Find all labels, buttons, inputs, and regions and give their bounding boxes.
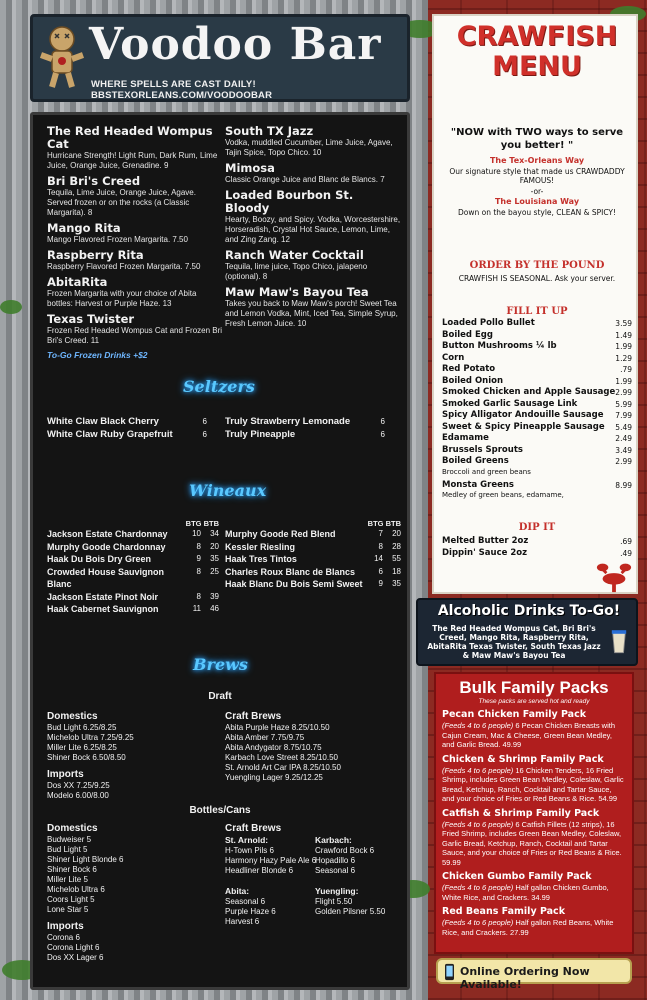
fill-item bbox=[442, 410, 632, 422]
pack-text: Half gallon Red Beans, White Rice, and Crackers. 27.99 bbox=[442, 918, 614, 937]
voodoo-bar-header bbox=[30, 14, 410, 102]
pack-text: Half gallon Chicken Gumbo, White Rice, and Crackers. 34.99 bbox=[442, 883, 609, 902]
wine-name: Murphy Goode Chardonnay bbox=[47, 541, 166, 552]
wine-btg: 8 bbox=[378, 541, 383, 551]
cocktail-name: Loaded Bourbon St. Bloody bbox=[225, 188, 354, 215]
pack-desc bbox=[442, 918, 626, 937]
fill-item bbox=[442, 433, 632, 445]
bottles-craft-left bbox=[225, 823, 325, 927]
bottles-craft-right bbox=[315, 835, 403, 917]
seltzer-price: 6 bbox=[380, 430, 385, 439]
cocktail-desc: Frozen Red Headed Wompus Cat and Frozen Bri Bri's Creed. 11 bbox=[47, 326, 223, 345]
bulk-note: These packs are served hot and ready bbox=[478, 698, 590, 705]
cocktail-name: Ranch Water Cocktail bbox=[225, 248, 364, 262]
beer-item: Golden Pilsner 5.50 bbox=[315, 907, 386, 916]
monsta-greens-sub: Medley of green beans, edamame, bbox=[442, 491, 564, 499]
wine-btg: 7 bbox=[378, 529, 383, 538]
seltzer-item bbox=[47, 428, 207, 441]
seltzer-name: Truly Strawberry Lemonade bbox=[225, 416, 351, 427]
cocktail-name: The Red Headed Wompus Cat bbox=[47, 124, 213, 151]
wines-right bbox=[225, 519, 401, 591]
fill-item bbox=[442, 422, 632, 434]
wine-btb: 35 bbox=[210, 554, 219, 563]
wine-btb: 35 bbox=[392, 579, 401, 588]
beer-item: Abita Andygator 8.75/10.75 bbox=[225, 743, 322, 752]
fill-item-price: 2.49 bbox=[615, 434, 632, 443]
seltzer-item bbox=[47, 415, 207, 428]
wine-btg: 8 bbox=[196, 541, 201, 551]
dip-item bbox=[442, 536, 632, 548]
family-pack bbox=[436, 808, 632, 868]
crawfish-title bbox=[442, 22, 632, 82]
order-by-pound-heading: ORDER BY THE POUND bbox=[469, 260, 605, 271]
fill-item-price: 7.99 bbox=[615, 411, 632, 420]
tagline: WHERE SPELLS ARE CAST DAILY! BBSTEXORLEANS.COM/VOODOOBAR bbox=[91, 79, 273, 101]
pack-feeds: (Feeds 4 to 6 people) bbox=[442, 819, 514, 829]
dip-it-heading: DIP IT bbox=[518, 522, 556, 533]
seltzers-right bbox=[225, 415, 385, 441]
cocktail-desc: Tequila, lime juice, Topo Chico, jalapeno (optional). 8 bbox=[225, 262, 368, 281]
pack-desc bbox=[442, 766, 626, 804]
boiled-greens-sub: Broccoli and green beans bbox=[442, 467, 531, 476]
beer-item: Hopadillo 6 bbox=[315, 856, 356, 865]
fill-item-price: 1.99 bbox=[615, 376, 632, 386]
cocktail-item bbox=[225, 189, 401, 245]
wine-name: Murphy Goode Red Blend bbox=[225, 529, 336, 539]
wine-name: Jackson Estate Pinot Noir bbox=[47, 591, 159, 602]
beer-item: Yuengling Lager 9.25/12.25 bbox=[225, 773, 323, 782]
fill-item-price: .79 bbox=[620, 365, 632, 374]
beer-item: Harvest 6 bbox=[225, 917, 260, 926]
voodoo-bar-logo: Voodoo Bar bbox=[89, 19, 382, 70]
beer-item: Bud Light 6.25/8.25 bbox=[47, 723, 117, 732]
draft-imports-heading: Imports bbox=[47, 769, 84, 780]
seltzer-name: Truly Pineapple bbox=[225, 429, 296, 440]
fill-item-price: 5.49 bbox=[615, 422, 632, 432]
wine-name: Haak Tres Tintos bbox=[225, 554, 297, 564]
fill-item-name: Edamame bbox=[442, 433, 489, 443]
wine-btg: 8 bbox=[196, 566, 201, 576]
fill-item-price: 3.59 bbox=[615, 319, 632, 328]
beer-item: Dos XX 7.25/9.25 bbox=[47, 781, 110, 790]
fill-item-name: Smoked Chicken and Apple Sausage bbox=[442, 387, 616, 397]
cocktail-name: Mimosa bbox=[225, 161, 275, 175]
fill-item-price: 1.29 bbox=[615, 353, 632, 363]
wine-name: Haak Du Bois Dry Green bbox=[47, 554, 152, 564]
beer-item: Harmony Hazy Pale Ale 6 bbox=[225, 856, 317, 865]
draft-right bbox=[225, 711, 401, 783]
beer-item: Shiner Bock 6 bbox=[47, 865, 97, 874]
beer-item: Michelob Ultra 6 bbox=[47, 885, 105, 894]
cocktail-desc: Hearty, Boozy, and Spicy. Vodka, Worcestershire, Horseradish, Crystal Hot Sauce, Lemon, Lime, and Zing Zang. 12 bbox=[225, 215, 401, 244]
wine-name: Charles Roux Blanc de Blancs bbox=[225, 566, 356, 577]
fill-item bbox=[442, 480, 632, 492]
voodoo-doll-icon bbox=[39, 25, 85, 91]
drink-cup-icon bbox=[610, 626, 628, 656]
seltzer-price: 6 bbox=[380, 417, 385, 426]
seltzer-item bbox=[225, 415, 385, 428]
dip-item-name: Melted Butter 2oz bbox=[442, 536, 529, 546]
bottle-imports-heading: Imports bbox=[47, 921, 84, 932]
pack-name: Pecan Chicken Family Pack bbox=[442, 709, 587, 720]
wine-item bbox=[225, 566, 401, 579]
draft-heading: Draft bbox=[208, 691, 232, 702]
beer-item: Abita Amber 7.75/9.75 bbox=[225, 733, 305, 742]
cocktail-item bbox=[225, 162, 401, 185]
beer-item: Headliner Blonde 6 bbox=[225, 866, 294, 875]
crawfish-icon bbox=[592, 556, 636, 594]
cocktail-item bbox=[47, 313, 223, 346]
bottle-domestics-heading: Domestics bbox=[47, 823, 98, 834]
cocktail-name: AbitaRita bbox=[47, 275, 108, 289]
way2-title: The Louisiana Way bbox=[494, 197, 580, 206]
crawfish-intro: "NOW with TWO ways to serve you better! " bbox=[450, 127, 624, 151]
fill-item-name: Loaded Pollo Bullet bbox=[442, 318, 535, 328]
wine-btb: 39 bbox=[210, 591, 219, 601]
fill-item-name: Brussels Sprouts bbox=[442, 444, 523, 455]
wine-name: Crowded House Sauvignon Blanc bbox=[47, 566, 165, 589]
cocktail-desc: Classic Orange Juice and Blanc de Blancs. 7 bbox=[225, 175, 385, 184]
wine-name: Haak Cabernet Sauvignon bbox=[47, 604, 159, 614]
drinks-chalkboard bbox=[30, 112, 410, 990]
dip-item-name: Dippin' Sauce 2oz bbox=[442, 547, 528, 558]
fill-item-name: Smoked Garlic Sausage Link bbox=[442, 398, 578, 409]
pack-desc bbox=[442, 883, 626, 902]
pack-desc bbox=[442, 721, 626, 750]
seltzer-price: 6 bbox=[202, 417, 207, 426]
cocktail-item bbox=[47, 222, 223, 245]
online-ordering-banner[interactable] bbox=[436, 958, 632, 991]
beer-item: Miller Lite 6.25/8.25 bbox=[47, 743, 117, 752]
bulk-family-packs bbox=[434, 672, 634, 954]
bottle-craft-heading: Craft Brews bbox=[225, 823, 282, 834]
fill-item bbox=[442, 399, 632, 411]
fill-item-name: Sweet & Spicy Pineapple Sausage bbox=[442, 421, 605, 432]
beer-item: St. Arnold Art Car IPA 8.25/10.50 bbox=[225, 763, 341, 772]
st-arnold-heading: St. Arnold: bbox=[225, 835, 269, 845]
beer-item: H-Town Pils 6 bbox=[225, 846, 274, 855]
fill-item bbox=[442, 364, 632, 376]
pack-name: Chicken & Shrimp Family Pack bbox=[442, 753, 604, 765]
wine-item bbox=[225, 578, 401, 591]
fill-item-name: Boiled Onion bbox=[442, 375, 504, 386]
fill-items-list bbox=[442, 318, 632, 500]
brews-heading: Brews bbox=[193, 655, 248, 674]
family-pack bbox=[436, 709, 632, 750]
wine-name: Haak Blanc Du Bois Semi Sweet bbox=[225, 579, 363, 589]
wine-item bbox=[225, 553, 401, 566]
wine-item bbox=[47, 603, 219, 616]
pack-feeds: (Feeds 4 to 6 people) bbox=[442, 765, 514, 775]
fill-item-name: Boiled Greens bbox=[442, 456, 509, 466]
draft-craft-heading: Craft Brews bbox=[225, 711, 282, 722]
fill-item-price: 1.99 bbox=[615, 342, 632, 351]
beer-item: Budweiser 5 bbox=[47, 835, 92, 844]
cocktail-desc: Raspberry Flavored Frozen Margarita. 7.50 bbox=[47, 262, 201, 271]
wine-btg: 6 bbox=[378, 566, 383, 576]
cocktail-item bbox=[225, 125, 401, 158]
pack-name: Catfish & Shrimp Family Pack bbox=[442, 807, 600, 819]
way1-title: The Tex-Orleans Way bbox=[489, 156, 585, 165]
beer-item: Bud Light 5 bbox=[47, 845, 88, 854]
cocktail-item bbox=[47, 249, 223, 272]
cocktail-item bbox=[225, 249, 401, 282]
beer-item: Michelob Ultra 7.25/9.25 bbox=[47, 733, 134, 742]
wine-btb: 55 bbox=[392, 554, 401, 563]
pack-name: Chicken Gumbo Family Pack bbox=[442, 871, 592, 882]
wine-btg: 11 bbox=[192, 604, 201, 613]
wine-btb: 46 bbox=[210, 604, 219, 613]
fill-item bbox=[442, 445, 632, 457]
cocktail-desc: Hurricane Strength! Light Rum, Dark Rum, Lime Juice, Orange Juice, Grenadine. 9 bbox=[47, 151, 218, 170]
beer-item: Shiner Light Blonde 6 bbox=[47, 855, 124, 864]
pack-feeds: (Feeds 4 to 6 people) bbox=[442, 883, 514, 892]
draft-domestics-heading: Domestics bbox=[47, 711, 98, 722]
draft-left bbox=[47, 711, 217, 801]
wine-btg: 8 bbox=[196, 591, 201, 601]
seltzer-item bbox=[225, 428, 385, 441]
or-separator: -or- bbox=[530, 187, 544, 196]
family-pack bbox=[436, 871, 632, 902]
online-ordering-text: Online Ordering Now Available! bbox=[460, 965, 590, 991]
beer-item: Flight 5.50 bbox=[315, 897, 353, 906]
cocktail-desc: Tequila, Lime Juice, Orange Juice, Agave. Served frozen or on the rocks (a Classic Margarita). 8 bbox=[47, 188, 196, 217]
alcoholic-drinks-togo bbox=[416, 598, 638, 666]
beer-item: Purple Haze 6 bbox=[225, 907, 276, 916]
fill-it-up-heading: FILL IT UP bbox=[506, 306, 568, 317]
beer-item: Shiner Bock 6.50/8.50 bbox=[47, 753, 126, 762]
wine-btb: 20 bbox=[210, 541, 219, 551]
wine-price-header: BTG BTB bbox=[185, 519, 219, 528]
wines-left bbox=[47, 519, 219, 616]
fill-item-name: Spicy Alligator Andouille Sausage bbox=[442, 410, 604, 420]
cocktail-item bbox=[225, 286, 401, 329]
vine-leaf bbox=[0, 300, 22, 314]
wineaux-heading: Wineaux bbox=[189, 481, 267, 500]
cocktails-right-column bbox=[225, 125, 401, 333]
way1-desc: Our signature style that made us CRAWDADDY FAMOUS! bbox=[449, 167, 625, 185]
crawfish-menu bbox=[432, 14, 638, 594]
bottles-cans-heading: Bottles/Cans bbox=[189, 805, 251, 816]
cocktail-name: Texas Twister bbox=[47, 312, 135, 326]
fill-item bbox=[442, 376, 632, 388]
beer-item: Modelo 6.00/8.00 bbox=[47, 791, 109, 800]
wine-btg: 9 bbox=[378, 579, 383, 588]
fill-item bbox=[442, 341, 632, 353]
way2-desc: Down on the bayou style, CLEAN & SPICY! bbox=[457, 208, 617, 217]
togo-drink-list: The Red Headed Wompus Cat, Bri Bri's Creed, Mango Rita, Raspberry Rita, AbitaRita Texas Twister, South Texas Jazz & Maw Maw's Bayou Tea bbox=[427, 624, 601, 660]
cocktail-name: Raspberry Rita bbox=[47, 248, 144, 262]
family-pack bbox=[436, 906, 632, 937]
fill-item-name: Button Mushrooms ¼ lb bbox=[442, 341, 557, 351]
dip-item-price: .49 bbox=[620, 548, 632, 558]
cocktail-name: Maw Maw's Bayou Tea bbox=[225, 285, 369, 299]
phone-icon bbox=[444, 963, 455, 981]
pack-text: 16 Chicken Tenders, 16 Fried Shrimp, includes Green Bean Medley, Coleslaw, Garlic Bread, Ketchup, Ranch, Cocktail and Tartar Sauce, and your choice of Fries or Red Beans & Rice. 54.99 bbox=[442, 765, 624, 803]
beer-item: Abita Purple Haze 8.25/10.50 bbox=[225, 723, 330, 732]
wine-item bbox=[225, 528, 401, 541]
wine-name: Kessler Riesling bbox=[225, 541, 296, 552]
cocktail-desc: Takes you back to Maw Maw's porch! Sweet Tea and Lemon Vodka, Mint, Iced Tea, Simple Syrup, Fresh Lemon Juice. 10 bbox=[225, 299, 398, 328]
fill-item bbox=[442, 456, 632, 468]
wine-price-header: BTG BTB bbox=[367, 519, 401, 528]
fill-item-name: Boiled Egg bbox=[442, 329, 493, 340]
fill-item-price: 3.49 bbox=[615, 445, 632, 455]
wine-btb: 25 bbox=[210, 566, 219, 576]
beer-item: Crawford Bock 6 bbox=[315, 846, 375, 855]
wine-btg: 14 bbox=[374, 554, 383, 563]
wine-name: Jackson Estate Chardonnay bbox=[47, 529, 168, 539]
dip-item-price: .69 bbox=[620, 537, 632, 546]
cocktail-name: South TX Jazz bbox=[225, 124, 314, 138]
beer-item: Corona 6 bbox=[47, 933, 80, 942]
cocktail-name: Bri Bri's Creed bbox=[47, 174, 141, 188]
wine-item bbox=[47, 528, 219, 541]
beer-item: Lone Star 5 bbox=[47, 905, 89, 914]
cocktail-desc: Mango Flavored Frozen Margarita. 7.50 bbox=[47, 235, 188, 244]
seltzer-name: White Claw Ruby Grapefruit bbox=[47, 429, 173, 440]
wine-item bbox=[47, 553, 219, 566]
fill-item bbox=[442, 353, 632, 365]
pack-name: Red Beans Family Pack bbox=[442, 906, 566, 917]
beer-item: Seasonal 6 bbox=[225, 897, 266, 906]
fill-item bbox=[442, 318, 632, 330]
pack-feeds: (Feeds 4 to 6 people) bbox=[442, 721, 514, 730]
cocktail-item bbox=[47, 175, 223, 218]
wine-item bbox=[47, 566, 219, 591]
wine-btb: 28 bbox=[392, 541, 401, 551]
karbach-heading: Karbach: bbox=[315, 835, 352, 845]
cocktail-name: Mango Rita bbox=[47, 221, 121, 235]
fill-item-price: 2.99 bbox=[615, 457, 632, 466]
togo-title: Alcoholic Drinks To-Go! bbox=[437, 603, 621, 619]
fill-item-name: Red Potato bbox=[442, 364, 496, 374]
crawfish-title-line2: MENU bbox=[492, 51, 582, 82]
fill-item-name: Corn bbox=[442, 352, 465, 363]
togo-frozen-note: To-Go Frozen Drinks +$2 bbox=[47, 350, 148, 360]
seltzers-heading: Seltzers bbox=[183, 377, 255, 396]
beer-item: Seasonal 6 bbox=[315, 866, 356, 875]
wine-btb: 20 bbox=[392, 529, 401, 538]
wine-btg: 9 bbox=[196, 554, 201, 563]
beer-item: Dos XX Lager 6 bbox=[47, 953, 104, 962]
yuengling-heading: Yuengling: bbox=[315, 886, 359, 896]
bottles-left bbox=[47, 823, 217, 963]
beer-item: Coors Light 5 bbox=[47, 895, 95, 904]
pack-desc bbox=[442, 820, 626, 868]
wine-item bbox=[47, 541, 219, 554]
wine-item bbox=[225, 541, 401, 554]
pack-text: 6 Pecan Chicken Breasts with Cajun Cream, Mac & Cheese, Green Bean Medley, and Garlic Bread. 49.99 bbox=[442, 721, 616, 749]
wine-btb: 34 bbox=[210, 529, 219, 538]
wine-btg: 10 bbox=[192, 529, 201, 538]
beer-item: Corona Light 6 bbox=[47, 943, 100, 952]
fill-item bbox=[442, 330, 632, 342]
fill-item-price: 2.99 bbox=[615, 388, 632, 397]
seltzer-name: White Claw Black Cherry bbox=[47, 416, 159, 427]
cocktail-item bbox=[47, 125, 223, 171]
fill-item-price: 8.99 bbox=[615, 480, 632, 490]
fill-item-price: 5.99 bbox=[615, 399, 632, 409]
cocktails-left-column bbox=[47, 125, 223, 360]
pack-feeds: (Feeds 4 to 6 people) bbox=[442, 918, 514, 927]
wine-item bbox=[47, 591, 219, 604]
seasonal-note: CRAWFISH IS SEASONAL. Ask your server. bbox=[458, 274, 616, 283]
seltzer-price: 6 bbox=[202, 430, 207, 439]
wine-btb: 18 bbox=[392, 566, 401, 576]
beer-item: Miller Lite 5 bbox=[47, 875, 88, 884]
cocktail-desc: Frozen Margarita with your choice of Abita bottles: Harvest or Purple Haze. 13 bbox=[47, 289, 197, 308]
fill-item-price: 1.49 bbox=[615, 330, 632, 340]
fill-item-name: Monsta Greens bbox=[442, 479, 514, 490]
family-pack bbox=[436, 754, 632, 804]
pack-text: 6 Catfish Fillets (12 strips), 16 Fried Shrimp, includes Green Bean Medley, Coleslaw, Garlic Bread, Ketchup, Ranch, Cocktail and Tartar Sauce, and your choice of Fries or Red Beans & Rice. 59.99 bbox=[442, 819, 622, 867]
crawfish-title-line1: CRAWFISH bbox=[456, 21, 618, 52]
cocktail-item bbox=[47, 276, 223, 309]
beer-item: Karbach Love Street 8.25/10.50 bbox=[225, 753, 338, 762]
cocktail-desc: Vodka, muddled Cucumber, Lime Juice, Agave, Tajin Spice, Topo Chico. 10 bbox=[225, 138, 393, 157]
bulk-title: Bulk Family Packs bbox=[459, 678, 609, 697]
fill-item bbox=[442, 387, 632, 399]
seltzers-left bbox=[47, 415, 207, 441]
abita-heading: Abita: bbox=[225, 886, 250, 896]
